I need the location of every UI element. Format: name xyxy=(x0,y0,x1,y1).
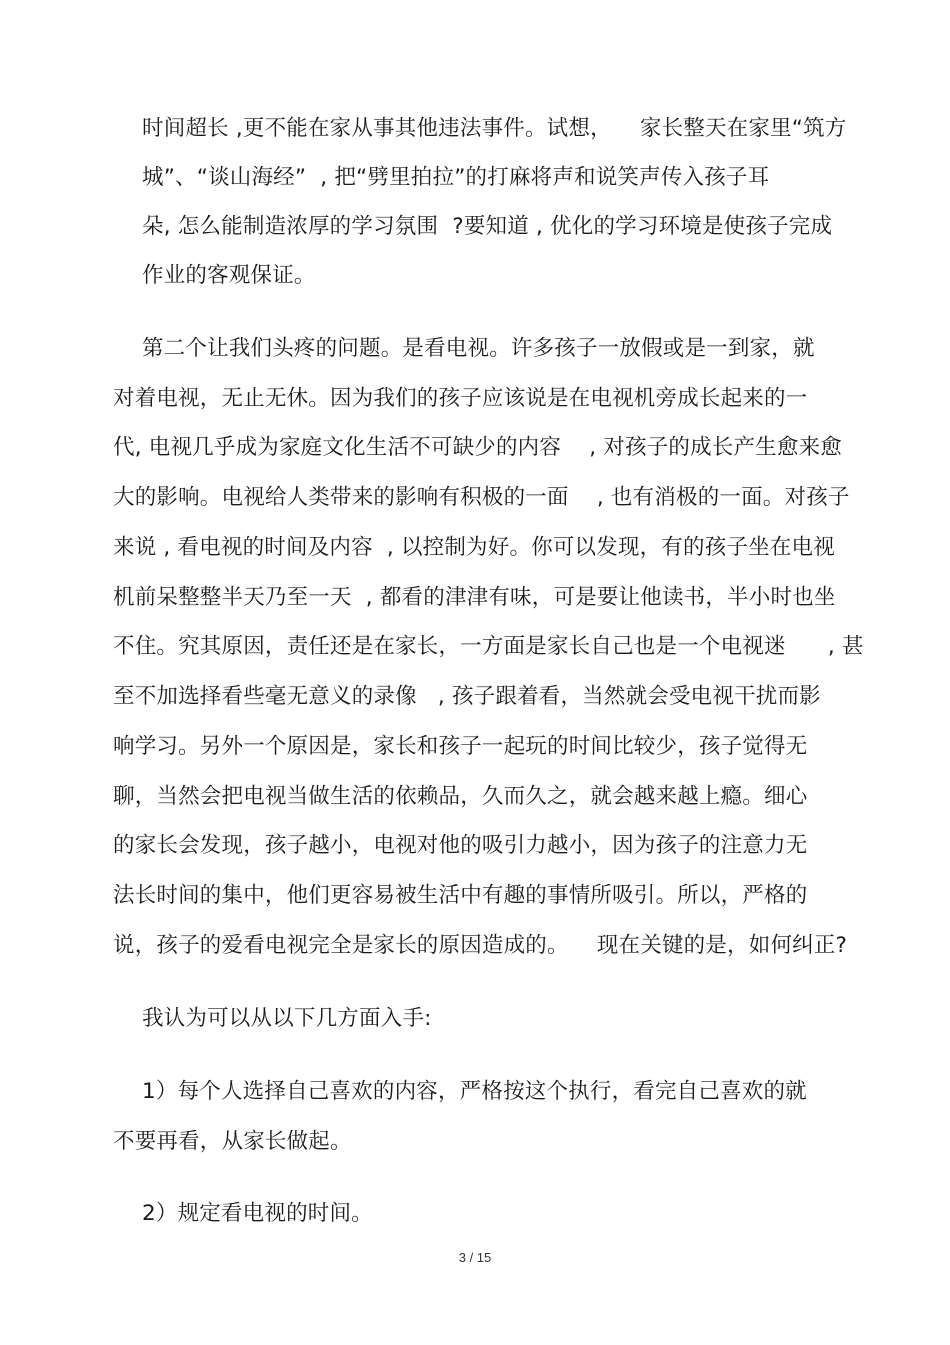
text-line: 大的影响。电视给人类带来的影响有积极的一面 , 也有消极的一面。对孩子 xyxy=(113,485,850,510)
text-line: 时间超长 ,更不能在家从事其他违法事件。试想， 家长整天在家里“筑方 xyxy=(142,116,847,141)
text-line: 2）规定看电视的时间。 xyxy=(142,1201,373,1226)
text-line: 来说 , 看电视的时间及内容 , 以控制为好。你可以发现，有的孩子坐在电视 xyxy=(113,535,835,560)
text-line: 法长时间的集中，他们更容易被生活中有趣的事情所吸引。所以，严格的 xyxy=(113,883,808,908)
text-line: 朵, 怎么能制造浓厚的学习氛围 ?要知道 , 优化的学习环境是使孩子完成 xyxy=(142,214,833,239)
text-line: 至不加选择看些毫无意义的录像 , 孩子跟着看，当然就会受电视干扰而影 xyxy=(113,684,821,709)
text-line: 聊，当然会把电视当做生活的依赖品，久而久之，就会越来越上瘾。细心 xyxy=(113,784,808,809)
text-line: 作业的客观保证。 xyxy=(142,263,316,288)
text-line: 代, 电视几乎成为家庭文化生活不可缺少的内容 , 对孩子的成长产生愈来愈 xyxy=(113,435,842,460)
text-line: 我认为可以从以下几方面入手: xyxy=(142,1006,432,1031)
text-line: 不要再看，从家长做起。 xyxy=(113,1129,352,1154)
text-line: 说，孩子的爱看电视完全是家长的原因造成的。 现在关键的是，如何纠正? xyxy=(113,933,848,958)
text-line: 机前呆整整半天乃至一天 , 都看的津津有味，可是要让他读书，半小时也坐 xyxy=(113,585,836,610)
text-line: 对着电视，无止无休。因为我们的孩子应该说是在电视机旁成长起来的一 xyxy=(113,386,808,411)
text-line: 不住。究其原因，责任还是在家长，一方面是家长自己也是一个电视迷 , 甚 xyxy=(113,634,864,659)
text-line: 第二个让我们头疼的问题。是看电视。许多孩子一放假或是一到家，就 xyxy=(142,336,815,361)
text-line: 的家长会发现，孩子越小，电视对他的吸引力越小，因为孩子的注意力无 xyxy=(113,833,808,858)
text-line: 响学习。另外一个原因是，家长和孩子一起玩的时间比较少，孩子觉得无 xyxy=(113,734,808,759)
page-number: 3 / 15 xyxy=(458,1250,492,1265)
text-line: 1）每个人选择自己喜欢的内容，严格按这个执行，看完自己喜欢的就 xyxy=(142,1079,807,1104)
text-line: 城”、“谈山海经” , 把“劈里拍拉”的打麻将声和说笑声传入孩子耳 xyxy=(142,165,770,190)
